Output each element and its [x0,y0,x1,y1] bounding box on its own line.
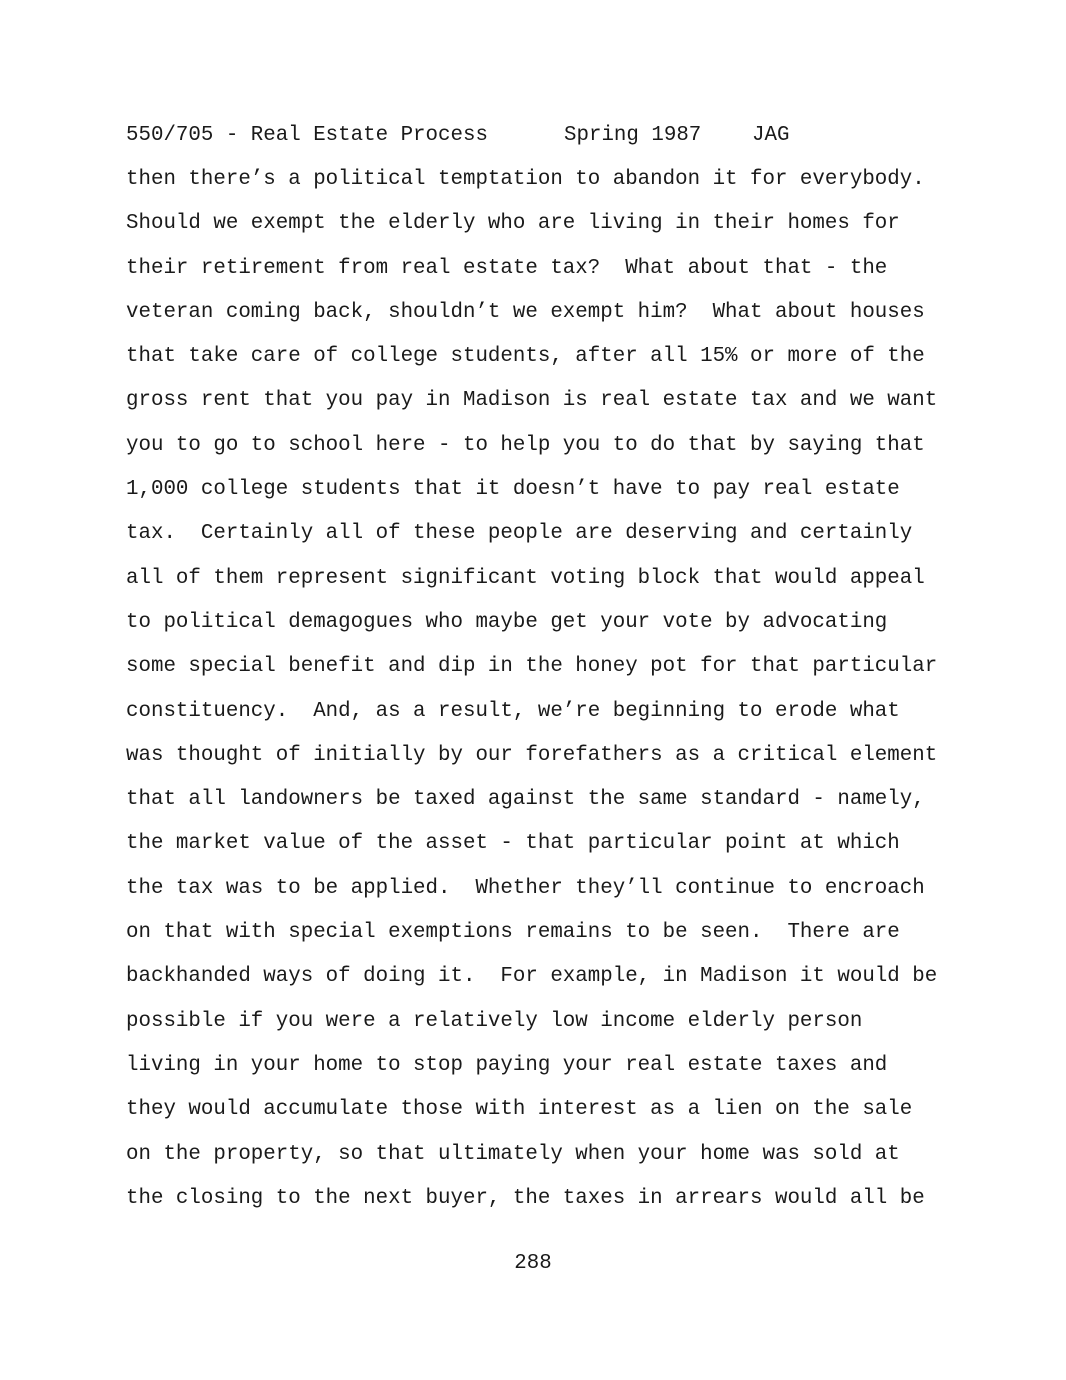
text-line: on that with special exemptions remains to be seen. There are [126,921,900,945]
text-line: 1,000 college students that it doesn’t have to pay real estate [126,478,900,502]
text-line: they would accumulate those with interest as a lien on the sale [126,1098,913,1122]
text-line: Should we exempt the elderly who are living in their homes for [126,212,900,236]
text-line: that take care of college students, after all 15% or more of the [126,345,925,369]
text-line: possible if you were a relatively low income elderly person [126,1009,863,1033]
text-line: gross rent that you pay in Madison is real estate tax and we want [126,389,938,413]
text-line: that all landowners be taxed against the same standard - namely, [126,788,925,812]
text-line: the closing to the next buyer, the taxes in arrears would all be [126,1186,925,1210]
author-initials: JAG [752,124,790,147]
term-label: Spring 1987 [564,124,702,147]
course-title: 550/705 - Real Estate Process [126,124,488,147]
text-line: tax. Certainly all of these people are deserving and certainly [126,522,913,546]
text-line: some special benefit and dip in the honey pot for that particular [126,655,938,679]
text-line: constituency. And, as a result, we’re beginning to erode what [126,699,900,723]
text-line: the market value of the asset - that particular point at which [126,832,900,856]
text-line: all of them represent significant voting block that would appeal [126,566,925,590]
text-line: to political demagogues who maybe get your vote by advocating [126,610,888,634]
text-line: backhanded ways of doing it. For example, in Madison it would be [126,965,938,989]
text-line: the tax was to be applied. Whether they’ll continue to encroach [126,876,925,900]
page-header [126,122,789,150]
page-number: 288 [514,1252,552,1275]
text-line: then there’s a political temptation to abandon it for everybody. [126,168,925,191]
text-line: on the property, so that ultimately when your home was sold at [126,1142,900,1166]
text-line: their retirement from real estate tax? What about that - the [126,256,888,280]
text-line: veteran coming back, shouldn’t we exempt him? What about houses [126,300,925,324]
text-line: you to go to school here - to help you to do that by saying that [126,433,925,457]
text-line: living in your home to stop paying your real estate taxes and [126,1053,888,1077]
transcript-body [126,166,937,1229]
text-line: was thought of initially by our forefathers as a critical element [126,743,938,767]
